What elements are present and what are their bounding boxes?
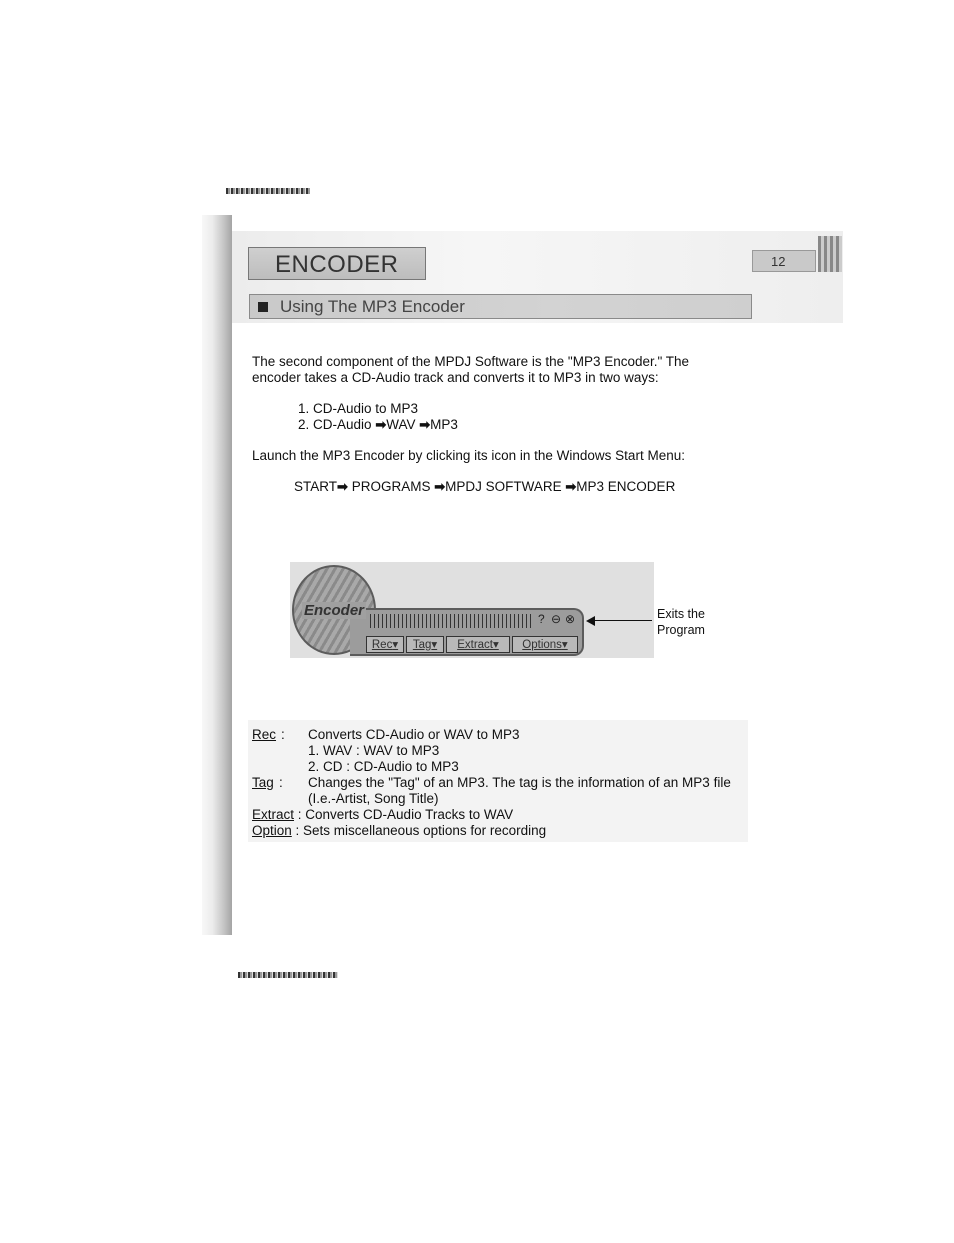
arrow-icon: ➡ (337, 479, 348, 494)
options-button[interactable]: Options▾ (512, 636, 578, 653)
way-item-1: 1. CD-Audio to MP3 (298, 401, 419, 416)
way-item-2 (298, 417, 458, 433)
path-mp3-encoder: MP3 ENCODER (576, 479, 676, 494)
arrow-icon: ➡ (565, 479, 577, 494)
extract-term: Extract (252, 807, 295, 822)
level-meter (370, 614, 534, 628)
tag-button[interactable]: Tag▾ (406, 636, 444, 653)
rec-term: Rec (252, 727, 277, 742)
tag-term: Tag (252, 775, 274, 790)
encoder-logo-text: Encoder (304, 602, 365, 619)
way-item-2-c: MP3 (430, 417, 458, 432)
path-mpdj-software: MPDJ SOFTWARE (445, 479, 562, 494)
dropdown-icon: ▾ (431, 639, 438, 651)
option-desc: : Sets miscellaneous options for recording (295, 823, 547, 838)
intro-line-2: encoder takes a CD-Audio track and converts it to MP3 in two ways: (252, 370, 659, 385)
option-definition (252, 823, 546, 839)
rec-colon: : (281, 727, 285, 742)
section-title: ENCODER (248, 247, 426, 280)
way-item-2-a: 2. CD-Audio (298, 417, 372, 432)
dropdown-icon: ▾ (392, 639, 399, 651)
subsection-title: Using The MP3 Encoder (280, 297, 465, 316)
callout-line (594, 620, 652, 621)
extract-definition (252, 807, 513, 823)
extract-button[interactable]: Extract▾ (446, 636, 510, 653)
rec-button[interactable]: Rec▾ (366, 636, 404, 653)
scan-edge (202, 215, 232, 935)
rec-sub-2: 2. CD : CD-Audio to MP3 (308, 759, 459, 774)
help-icon[interactable]: ? (538, 612, 545, 626)
arrow-icon: ➡ (375, 417, 387, 432)
bullet-square-icon (258, 302, 268, 312)
scan-mark-top (226, 188, 310, 194)
scan-mark-bottom (238, 972, 338, 978)
extract-desc: : Converts CD-Audio Tracks to WAV (297, 807, 514, 822)
callout-text (657, 606, 705, 638)
path-start: START (294, 479, 338, 494)
close-icon[interactable]: ⊗ (565, 612, 576, 626)
rec-sub-1: 1. WAV : WAV to MP3 (308, 743, 440, 758)
page-number: 12 (752, 250, 816, 272)
path-programs: PROGRAMS (351, 479, 431, 494)
callout-line-2: Program (657, 623, 705, 637)
launch-text: Launch the MP3 Encoder by clicking its icon in the Windows Start Menu: (252, 448, 685, 463)
way-item-2-b: WAV (386, 417, 416, 432)
intro-line-1: The second component of the MPDJ Software is the "MP3 Encoder." The (252, 354, 690, 369)
tag-desc: Changes the "Tag" of an MP3. The tag is the information of an MP3 file (308, 775, 731, 790)
callout-line-1: Exits the (657, 607, 705, 621)
dropdown-icon: ▾ (561, 639, 568, 651)
tag-desc-2: (I.e.-Artist, Song Title) (308, 791, 439, 806)
arrow-icon: ➡ (434, 479, 446, 494)
tag-colon: : (279, 775, 283, 790)
minimize-icon[interactable]: ⊖ (551, 612, 562, 626)
arrow-icon: ➡ (419, 417, 431, 432)
start-menu-path (294, 479, 675, 495)
option-term: Option (252, 823, 292, 838)
callout-arrowhead (586, 616, 595, 626)
rec-desc: Converts CD-Audio or WAV to MP3 (308, 727, 520, 742)
page-tab (818, 236, 842, 272)
dropdown-icon: ▾ (493, 639, 499, 651)
